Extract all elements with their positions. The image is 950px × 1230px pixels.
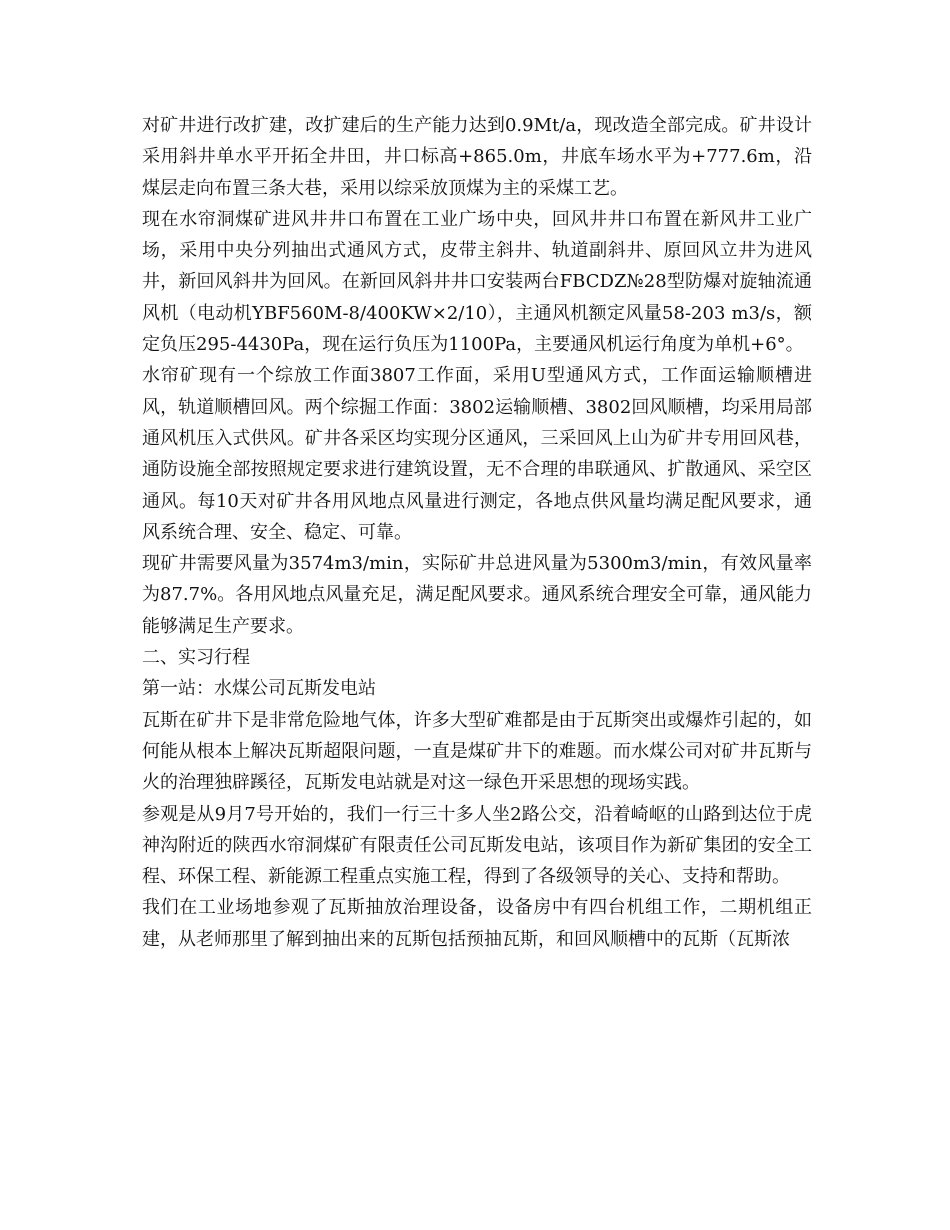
paragraph-gas-hazard: 瓦斯在矿井下是非常危险地气体，许多大型矿难都是由于瓦斯突出或爆炸引起的，如何能从根本上解决瓦斯超限问题，一直是煤矿井下的难题。而水煤公司对矿井瓦斯与火的治理独辟蹊径，瓦斯发电站就是对这一绿色开采思想的现场实践。: [142, 709, 812, 794]
section-heading-itinerary: 二、实习行程: [142, 647, 250, 669]
paragraph-ventilation-system: 现在水帘洞煤矿进风井井口布置在工业广场中央，回风井井口布置在新风井工业广场，采用中央分列抽出式通风方式，皮带主斜井、轨道副斜井、原回风立井为进风井，新回风斜井为回风。在新回风斜井井口安装两台FBCDZ№28型防爆对旋轴流通风机（电动机YBF560M-8/400KW×2/10），主通风机额定风量58-203 m3/s，额定负压295-4430Pa，现在运行负压为1100Pa，主要通风机运行角度为单机+6°。: [142, 208, 812, 356]
paragraph-working-faces: 水帘矿现有一个综放工作面3807工作面，采用U型通风方式，工作面运输顺槽进风，轨道顺槽回风。两个综掘工作面：3802运输顺槽、3802回风顺槽，均采用局部通风机压入式供风。矿井各采区均实现分区通风，三采回风上山为矿井专用回风巷，通防设施全部按照规定要求进行建筑设置，无不合理的串联通风、扩散通风、采空区通风。每10天对矿井各用风地点风量进行测定，各地点供风量均满足配风要求，通风系统合理、安全、稳定、可靠。: [142, 365, 812, 543]
paragraph-air-volume: 现矿井需要风量为3574m3/min，实际矿井总进风量为5300m3/min，有效风量率为87.7%。各用风地点风量充足，满足配风要求。通风系统合理安全可靠，通风能力能够满足生产要求。: [142, 553, 812, 637]
paragraph-gas-equipment: 我们在工业场地参观了瓦斯抽放治理设备，设备房中有四台机组工作，二期机组正建，从老师那里了解到抽出来的瓦斯包括预抽瓦斯，和回风顺槽中的瓦斯（瓦斯浓: [142, 897, 812, 950]
subheading-first-stop: 第一站：水煤公司瓦斯发电站: [142, 678, 376, 700]
paragraph-mine-expansion: 对矿井进行改扩建，改扩建后的生产能力达到0.9Mt/a，现改造全部完成。矿井设计采用斜井单水平开拓全井田，井口标高+865.0m，井底车场水平为+777.6m，沿煤层走向布置三条大巷，采用以综采放顶煤为主的采煤工艺。: [142, 115, 812, 199]
paragraph-visit-start: 参观是从9月7号开始的，我们一行三十多人坐2路公交，沿着崎岖的山路到达位于虎神沟附近的陕西水帘洞煤矿有限责任公司瓦斯发电站，该项目作为新矿集团的安全工程、环保工程、新能源工程重点实施工程，得到了各级领导的关心、支持和帮助。: [142, 803, 812, 888]
